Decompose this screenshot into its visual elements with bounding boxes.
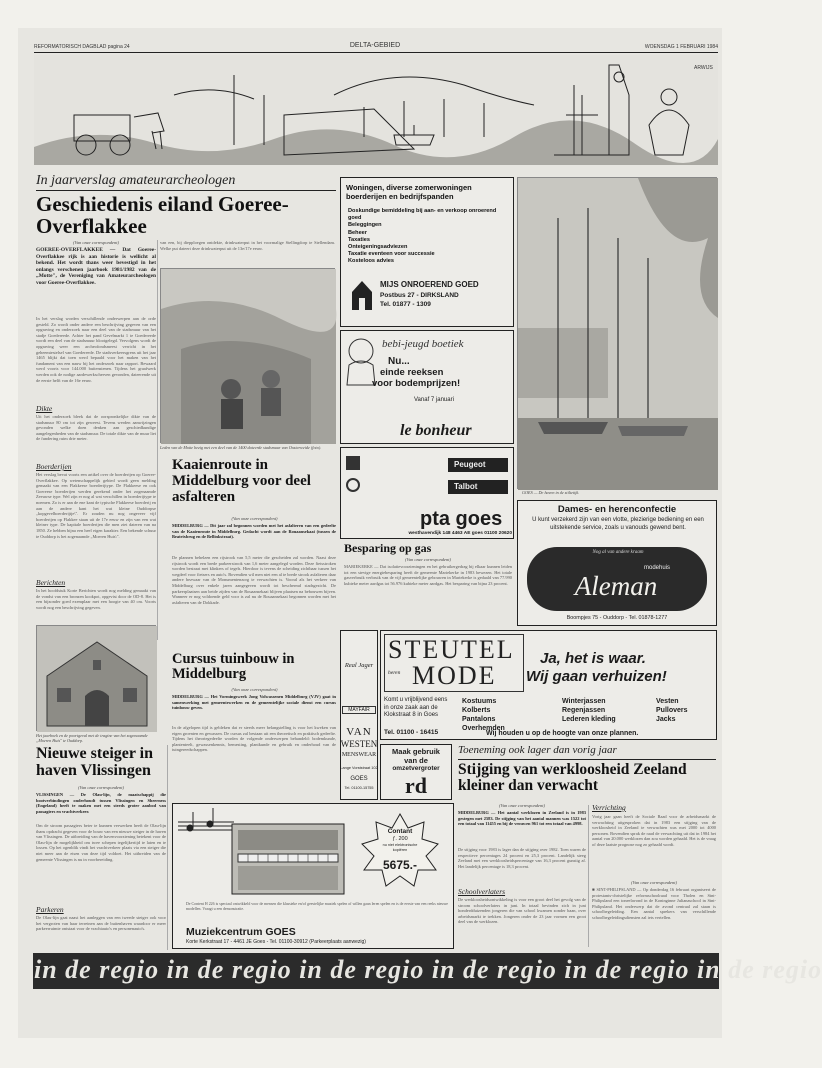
ad-maak-line1: Maak gebruik: [392, 747, 440, 756]
ad-vanwesten-script: Real Jager: [344, 662, 374, 669]
ad-muziek-badge3: nu niet elektronische kopiëren: [382, 843, 418, 852]
header-rule: [34, 52, 718, 53]
page-header-date: WOENSDAG 1 FEBRUARI 1984: [644, 44, 718, 50]
ad-bonheur-line2: einde reeksen: [380, 367, 444, 378]
ad-vanwesten-name2: WESTEN: [340, 739, 378, 749]
article3-lead: MIDDELBURG — Het Vormingswerk Jong Volwassenen Middelburg (VJV) gaat in samenwerking met gemeentewerken en de gemeentelijke sociale dienst een cursus tuinbouw geven.: [172, 694, 336, 711]
article3-body: In de afgelopen tijd is gebleken dat er steeds meer belangstelling is voor het kweken van eigen groenten en gewassen. De cursus zal bestaan uit een theoretisch en praktisch gedeelte. Tijdens het theoriegedeelte worden de volgende onderwerpen behandeld: bodemkunde, plantenteelt, gewassenkennis, bemesting, plantkunde en gebruik en onderhoud van de tuingereedschappen.: [172, 725, 336, 753]
organ-illustration: [228, 820, 348, 898]
ad-bonheur-script: bebi-jeugd boetiek: [382, 338, 464, 350]
article2-headline: Kaaienroute in Middelburg voor deel asfalteren: [172, 457, 311, 505]
ad-aleman-address: Boompjes 75 - Ouddorp - Tel. 01878-1277: [566, 615, 668, 621]
music-notes-icon: [176, 806, 236, 836]
ad-mijs-title: Woningen, diverse zomerwoningen boerderijen en bedrijfspanden: [346, 183, 472, 201]
article4-headline: Nieuwe steiger in haven Vlissingen: [36, 745, 154, 779]
page-header-section: DELTA-GEBIED: [349, 42, 401, 49]
ad-bonheur-line3: voor bodemprijzen!: [372, 378, 461, 389]
footer-band: in de regio in de regio in de regio in de regio in de regio in de regio: [34, 954, 718, 988]
article1-photo-caption: Leden van de Motte bezig met een deel van de 1400 dateerde stadsmuur van Oosterweide (foto).: [160, 445, 322, 450]
ad-bonheur-brand: le bonheur: [400, 422, 472, 439]
ad-muziek-badge2: ƒ. 200: [392, 836, 408, 842]
ad-bonheur-date: Vanaf 7 januari: [414, 397, 454, 403]
article1-kicker: In jaarverslag amateurarcheologen: [36, 173, 236, 188]
ad-muziek-name: Muziekcentrum GOES: [186, 926, 296, 938]
ad-vanwesten-phone: Tel. 01100-15755: [344, 786, 374, 790]
ad-aleman-title: Dames- en herenconfectie: [557, 504, 677, 515]
ad-steutel-col2: Winterjassen Regenjassen Lederen kleding: [562, 698, 616, 723]
ad-mijs-phone: Tel. 01877 - 1309: [380, 301, 431, 308]
article3-headline: Cursus tuinbouw in Middelburg: [172, 651, 295, 683]
ad-steutel-footer: Wij houden u op de hoogte van onze plannen.: [486, 730, 639, 737]
mijs-house-icon: [350, 278, 374, 312]
article6-kicker: Toeneming ook lager dan vorig jaar: [458, 744, 617, 756]
ad-steutel-slogan1: Ja, het is waar.: [540, 650, 646, 667]
article1-body-1: In het verslag worden verschillende onderwerpen aan de orde gesteld. Zo wordt onder andere een beschrijving gegeven van een opgraving en onderzoek naar een deel van de stadsmuur van het stadje Goedereede. Achter het pand Gevelmarkt 1 te Goedereede wordt een deel van de stadsmuur blootgelegd. Vervolgens wordt de opgraving weer een archeofondsmeest verricht in het geheemtestelsel van Goedereede. De stadsverkeersgrens uit het jaar 1465 blijkt dat toen werd bepaald voor het maken van het fundament van een nauw bij het onderzoek naar rapport. Bewaard werd voorts voor 144.000 buitenstenen. Tijdens het graafwerk werden ook de nodige aardewerkscherven gevonden, dateerende uit de eerste helft van de 16e eeuw.: [36, 316, 156, 383]
ad-maak-line3: omzetvergroter: [392, 765, 440, 772]
page-header-left: REFORMATORISCH DAGBLAD pagina 24: [34, 44, 130, 50]
article1-body-2: Uit het onderzoek bleek dat de oorspronkelijke dikte van de stadsmuur 80 cm tot zijn geweest. Tevens werden aanwijzingen gevonden welke doen denken aan geschiedkundige aangelegenheden van de stadsmuur. De totale dikte van de muur liet de fundering ruim drie meter.: [36, 414, 156, 442]
ad-aleman-sub: modehuis: [643, 565, 670, 571]
article5-headline: Besparing op gas: [344, 541, 432, 555]
article1-body-3: Het verslag bevat voorts een artikel over de boerderijen op Goeree-Overflakkee. Op wetenschappelijk gebied wordt geen melding gemaakt van een Flakkeese boerderijtype. De Flakkeese en ook Goereese boerderijen werden gerekend onder het zogenaamde Zeeuwse type. Wel zijn er nog al wat verschillen in boerderijtype te noemen. Zo is er aan de ene kant de typische Flakkeese boerderij en aan de andere kant het wat kleine Ouddorpse „kopgevelboerderijtje\". Er zouden nu nog ongeveer vijf boerderijen op Flakkee staan uit de 17e eeuw en zijn van een wat kleiner type. De kapitale boerderijen die men ziet dateren van na 1850. Ze hebben bijna een heel eigen karakter. Een bekende schuur te Ouddorp is het zogenaamde „Moeren Huis\".: [36, 472, 156, 539]
ad-steutel-mode: MODE: [412, 661, 497, 690]
article2-byline: (Van onze correspondent): [231, 516, 278, 521]
ad-pta-brand1: Peugeot: [448, 458, 508, 472]
article1-photo: [160, 268, 335, 443]
banner-illustration: [34, 55, 718, 165]
ad-vanwesten-name1: VAN: [346, 726, 372, 738]
article2-lead: MIDDELBURG — Dit jaar zal begonnen worden met het asfalteren van een gedeelte van de Kaaienroute in Middelburg. Gedacht wordt aan de Rouaansekaai (tussen de Beatrixbrug en de Bellinkstraat).: [172, 523, 336, 540]
article6-body-2: De werkloosheidsontwikkeling is voor een groot deel het gevolg van de stroom schoolverlaters in juni. In totaal bevinden zich in juni honderdduizenden jongeren die van school kwamen zonder baan, over arbeidsmarkt te trekken. Jongeren onder de 23 jaar vormen een groot deel van de werklozen.: [458, 897, 586, 925]
article6-byline-2: (Van onze correspondent): [630, 880, 678, 885]
ad-steutel-col3: Vesten Pullovers Jacks: [656, 698, 688, 723]
article6-body-4: ■ SINT-PHILIPSLAND — Op donderdag 16 februari organiseert de protestants-christelijke reformschoolraad voor Tholen en Sint-Philipsland een toneelavond in de Koninginne Julianaschool in Sint-Philipsland. Het onderwerp dat de avond centraal zal staan is schoolbegeleiding. Een aantal sprekers van verschillende schoolbegeleidingsdiensten zal iets vertellen.: [592, 887, 716, 920]
ad-pta-brand2: Talbot: [448, 480, 508, 494]
article4-body-2: De Olau-lijn gaat naast het aanleggen van een tweede steiger ook voor het vergroten van haar terreinen aan de buitenhaven waardoor er meer parkeerruimte ontstaat voor de vrachtauto's en personenauto's.: [36, 915, 166, 932]
harbour-photo-caption: GOES — De haven in de stiltetijk.: [522, 490, 580, 495]
ad-mijs-company: MIJS ONROEREND GOED: [380, 280, 479, 289]
ad-pta-address: westhavendijk 148 4463 AE goes 01100 20620: [408, 531, 512, 536]
article2-body: De plannen behelzen een rijstrook van 5,5 meter die gescheiden zal worden. Naast deze rijstrook wordt een brede parkeerstrook van 1,6 meter aangelegd worden. Deze fietsstroken worden bestraat met klinkers of tegels. Hierdoor is tevens de scheiding zichtbaar tussen het wegdeel voor fietsers en auto's. Bovendien wil men niet een al te brede strook asfalteren daar andere bezwaar van de Monumentenzorg te verwachten is. Vooral als het verkeer van Middelburg over enkele jaren aangegeven wordt tot beschermd stadsgezicht. De parkeerplaatsen aan beide zijden van de Rouaansekaai blijven plaatsen na bebouwen bijven. Wanneer er nog voldoende geld voor is zal nu de Rouaansekaai begonnen worden met het asfalteren van de Dokkade.: [172, 555, 336, 605]
article6-body-3: Vorig jaar gaan heeft de Sociale Raad voor de arbeidsmarkt de verwachting uitgesproken dat in 1983 een stijging van de werkloosheid in Zeeland te verwachten was met 2000 tot 4000 personen. Bovendien sprak de raad de verwachting uit dat in 1984 het aantal van 20.000 werklozen dan zou worden gehaald. Het is de vraag of deze laatste prognose nog zo gehaald wordt.: [592, 814, 716, 847]
ad-vanwesten-mayfair: MAYFAIR: [342, 706, 376, 714]
ad-muziek-badge1: Contant: [387, 828, 413, 835]
ad-maak-big: rd: [405, 773, 427, 798]
ad-steutel-name: STEUTEL: [388, 635, 515, 664]
article1-subhead-dikte: Dikte: [36, 404, 53, 413]
article6-headline: Stijging van werkloosheid Zeeland kleiner dan verwacht: [458, 761, 687, 795]
banner-credit: ARWIJS: [694, 65, 713, 71]
ad-vanwesten-street: Lange Vorststraat 102: [340, 766, 378, 770]
ad-pta-name: pta goes: [420, 508, 503, 530]
article1-building-caption: Het jaarboek en de poortgeval met de tragine van het zogenaamde „Moeren Huis" te Ouddorp.: [36, 733, 148, 743]
article4-lead: VLISSINGEN — De Olau-lijn, de maatschappij die bootverbindingen onderhoudt tussen Vlissingen en Sheerness (Engeland) heeft te maken met een steeds groter aanbod van passagiers en vrachtverkeer.: [36, 792, 166, 814]
ad-aleman-name: Aleman: [574, 571, 658, 601]
talbot-logo-icon: [346, 478, 360, 492]
article1-body-4: In het hoofdstuk Korte Berichten wordt nog melding gemaakt van de vondst van een bronzen kookpot, opgevist door de OD-8. Het is een bijzonder goed exemplaar met een hoogte van 40 cm. Voorts wordt nog een beschrijving gegeven.: [36, 588, 156, 610]
peugeot-lion-icon: [346, 456, 360, 470]
ad-muziek-price: 5675.-: [382, 858, 418, 872]
article6-body-1: De stijging voor 1983 is lager dan de stijging over 1982. Toen waren de respectieve percentages 24 procent en 25,3 procent. Landelijk steeg Zeeland met een werkloosheidspercentage van 16,3 procent gunstig af. Het landelijk percentage is 18,3 procent.: [458, 847, 586, 869]
ad-aleman-tagline: Nog al van andere kraam: [592, 550, 644, 555]
article4-byline: (Van onze correspondent): [77, 785, 125, 790]
article1-body-5: van een, bij diepploegen ontdekte, drinkwaterput in het voormalige Stellingdorp te Stellendam. Welke put dateert deze drinkwaterput uit de 13e/17e eeuw.: [160, 240, 335, 251]
ad-bonheur-line1: Nu...: [388, 356, 410, 367]
ad-steutel-col1: Kostuums Kolberts Pantalons Overhemden: [462, 698, 505, 732]
article3-byline: (Van onze correspondent): [231, 687, 278, 692]
ad-maak-line2: van de: [404, 756, 428, 765]
ad-vanwesten-city: GOES: [350, 776, 368, 782]
article1-headline: Geschiedenis eiland Goeree-Overflakkee: [36, 192, 289, 239]
ad-mijs-address: Postbus 27 - DIRKSLAND: [380, 292, 459, 299]
ad-aleman-body: U kunt verzekerd zijn van een vlotte, plezierige bediening en een uitstekende service, zoals u vanouds gewend bent.: [532, 517, 704, 531]
ad-mijs-bullets: Doskundige bemiddeling bij aan- en verkoop onroerend goed Beleggingen Beheer Taxaties Onteigeningsadviezen Taxatie eventeen voor successie Kosteloos advies: [348, 208, 497, 265]
ad-steutel-slogan2: Wij gaan verhuizen!: [526, 668, 667, 685]
article5-byline: (Van onze correspondent): [404, 557, 452, 562]
ad-steutel-intro: Komt u vrijblijvend eens in onze zaak aan de Klokstraat 8 in Goes: [384, 697, 448, 718]
article6-lead: MIDDELBURG — Het aantal werklozen in Zeeland is in 1983 gestegen met 2583. De stijging van het aantal mannen was 1522 tot een totaal van 11455 en bij de vrouwen 961 tot een totaal van 4998.: [458, 810, 586, 827]
ad-muziek-smallprint: De Content H 226 is speciaal ontwikkeld voor de mensen die klassieke en/of geestelijke muziek spelen of willen gaan leren spelen en is de eerste van een reeks nieuwe modellen. Vraagt u een demonstratie.: [186, 902, 448, 911]
ad-steutel-small: heren: [388, 670, 401, 676]
ad-vanwesten-name3: MENSWEAR: [341, 752, 377, 758]
article1-byline: (Van onze correspondent): [72, 240, 120, 245]
article1-subhead-boerderijen: Boerderijen: [36, 462, 72, 471]
article4-subhead: Parkeren: [36, 905, 64, 914]
ad-muziek-address: Korte Kerkstraat 17 - 4461 JE Goes - Tel. 01100-30912 (Parkeerplaats aanwezig): [186, 939, 366, 945]
article1-lead: GOEREE-OVERFLAKKEE — Dat Goeree-Overflakkee rijk is aan historie is wellicht al bekend. Het wordt thans weer bevestigd in het onlangs verschenen jaarboek 1981/1982 van de „Motte", de Vereniging van Amateurarcheologen voor Goeree-Overflakkee.: [36, 247, 156, 286]
article1-subhead-berichten: Berichten: [36, 578, 66, 587]
harbour-photo: [517, 177, 717, 489]
article5-body: MARIEKERKE — Dat isolatievoorzieningen en het gebruikergedrag bij elkaar kunnen leiden tot een stevige energiebesparing heeft de gemeente Mariekerke in 1983 bewezen. Het totale gasverbruik verbruik van de vijf gemeentelijke gebouwen in Mariekerke is gedaald van 77.990 kubieke meter aardgas tot 56.976 kubieke meter aardgas. Het besparing van bijna 23 procent.: [344, 564, 512, 586]
article6-subhead-schoolverlaters: Schoolverlaters: [458, 887, 506, 896]
article6-subhead-verrichting: Verrichting: [592, 803, 626, 812]
article1-building-photo: [36, 625, 156, 731]
ad-steutel-phone: Tel. 01100 - 16415: [384, 729, 439, 736]
article6-byline: (Van onze correspondent): [498, 803, 546, 808]
article4-body: Om de stroom passagiers beter te kunnen verwerken heeft de Olau-lijn thans opdracht gegeven voor de bouw van een nieuwe steiger in de haven van Vlissingen. De uitbreiding van de havenvoorziening betekent voor de Olau-lijn de mogelijkheid om twee schepen tegelijkertijd te laten en te lossen. Op het ogenblik vindt het vrachtverkeer plaats via een steiger die niet meer aan de eisen van deze tijd voldoet. Het uitbreiden van de gemeente Vlissingen is nu in voorbereiding.: [36, 823, 166, 862]
